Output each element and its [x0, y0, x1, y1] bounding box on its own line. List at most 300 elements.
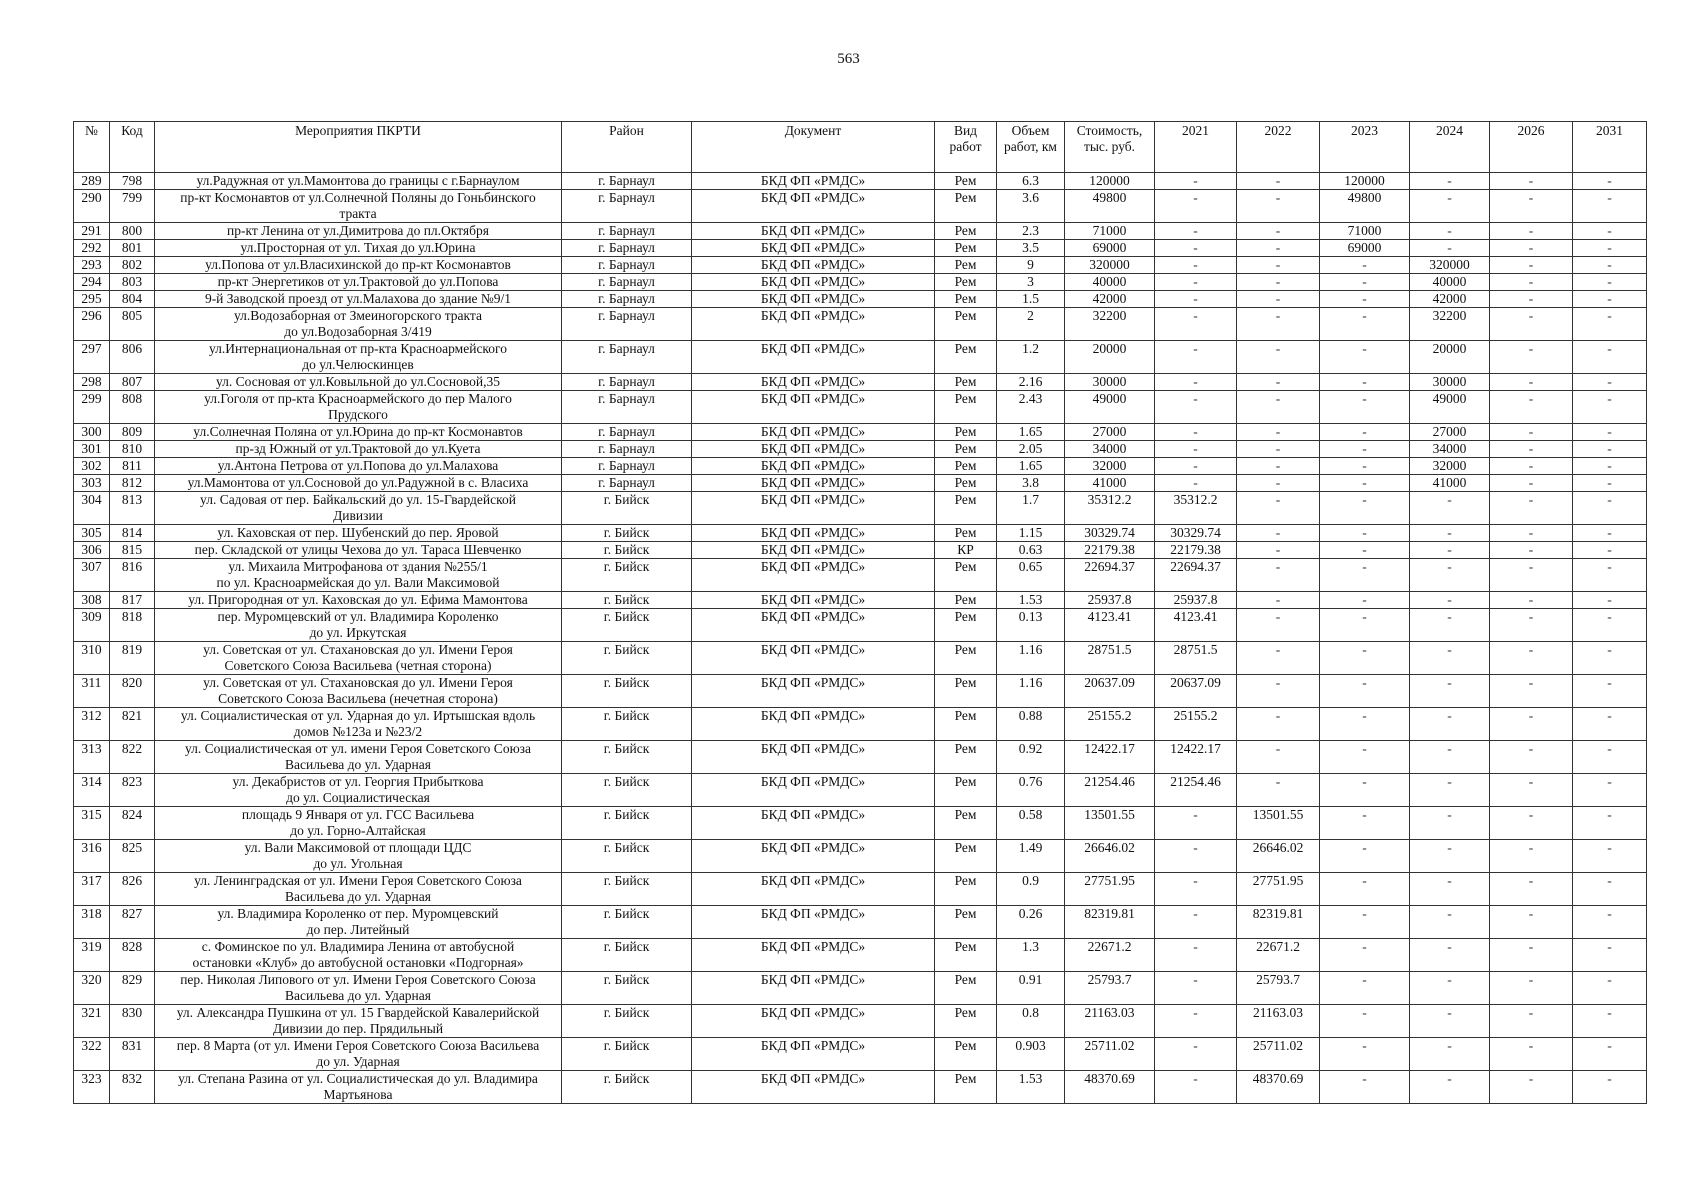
- cell-volume: 1.2: [997, 341, 1065, 374]
- cell-2031: -: [1573, 391, 1647, 424]
- cell-2022: -: [1237, 475, 1320, 492]
- table-row: [74, 173, 1647, 190]
- cell-2026: -: [1490, 873, 1573, 906]
- cell-work-type: Рем: [935, 939, 997, 972]
- cell-2023: -: [1320, 609, 1410, 642]
- cell-document: БКД ФП «РМДС»: [692, 374, 935, 391]
- cell-2031: -: [1573, 972, 1647, 1005]
- cell-code: 799: [110, 190, 155, 223]
- cell-document: БКД ФП «РМДС»: [692, 972, 935, 1005]
- cell-volume: 1.65: [997, 458, 1065, 475]
- cell-measure: пр-кт Ленина от ул.Димитрова до пл.Октября: [155, 223, 562, 240]
- cell-2031: -: [1573, 906, 1647, 939]
- col-header-cost: Стоимость, тыс. руб.: [1065, 122, 1155, 173]
- cell-2024: -: [1410, 240, 1490, 257]
- cell-2021: -: [1155, 374, 1237, 391]
- cell-2022: -: [1237, 173, 1320, 190]
- cell-work-type: Рем: [935, 274, 997, 291]
- cell-number: 308: [74, 592, 110, 609]
- cell-2031: -: [1573, 374, 1647, 391]
- cell-document: БКД ФП «РМДС»: [692, 675, 935, 708]
- cell-2022: 26646.02: [1237, 840, 1320, 873]
- cell-2024: 49000: [1410, 391, 1490, 424]
- cell-2022: 21163.03: [1237, 1005, 1320, 1038]
- cell-2021: -: [1155, 458, 1237, 475]
- cell-2023: 120000: [1320, 173, 1410, 190]
- cell-document: БКД ФП «РМДС»: [692, 291, 935, 308]
- cell-measure: пер. Складской от улицы Чехова до ул. Тараса Шевченко: [155, 542, 562, 559]
- cell-measure: ул.Солнечная Поляна от ул.Юрина до пр-кт Космонавтов: [155, 424, 562, 441]
- cell-measure: ул. Степана Разина от ул. Социалистическая до ул. Владимира Мартьянова: [155, 1071, 562, 1104]
- cell-district: г. Бийск: [562, 542, 692, 559]
- cell-document: БКД ФП «РМДС»: [692, 642, 935, 675]
- cell-2031: -: [1573, 708, 1647, 741]
- cell-2021: 22179.38: [1155, 542, 1237, 559]
- cell-number: 320: [74, 972, 110, 1005]
- cell-code: 828: [110, 939, 155, 972]
- cell-code: 808: [110, 391, 155, 424]
- cell-document: БКД ФП «РМДС»: [692, 458, 935, 475]
- cell-2022: -: [1237, 374, 1320, 391]
- cell-work-type: Рем: [935, 906, 997, 939]
- cell-measure: ул. Каховская от пер. Шубенский до пер. Яровой: [155, 525, 562, 542]
- cell-2023: 71000: [1320, 223, 1410, 240]
- cell-2023: -: [1320, 525, 1410, 542]
- cell-number: 319: [74, 939, 110, 972]
- cell-work-type: Рем: [935, 525, 997, 542]
- cell-number: 306: [74, 542, 110, 559]
- cell-district: г. Бийск: [562, 807, 692, 840]
- cell-2023: -: [1320, 542, 1410, 559]
- cell-2021: -: [1155, 223, 1237, 240]
- cell-2022: -: [1237, 642, 1320, 675]
- cell-volume: 1.15: [997, 525, 1065, 542]
- cell-code: 818: [110, 609, 155, 642]
- cell-code: 831: [110, 1038, 155, 1071]
- cell-cost: 41000: [1065, 475, 1155, 492]
- cell-2031: -: [1573, 939, 1647, 972]
- cell-2021: -: [1155, 1071, 1237, 1104]
- cell-code: 806: [110, 341, 155, 374]
- col-header-2024: 2024: [1410, 122, 1490, 173]
- cell-2023: -: [1320, 441, 1410, 458]
- col-header-district: Район: [562, 122, 692, 173]
- cell-volume: 2.05: [997, 441, 1065, 458]
- cell-volume: 9: [997, 257, 1065, 274]
- cell-2026: -: [1490, 1005, 1573, 1038]
- cell-number: 307: [74, 559, 110, 592]
- cell-cost: 21163.03: [1065, 1005, 1155, 1038]
- cell-measure: ул. Садовая от пер. Байкальский до ул. 15-Гвардейской Дивизии: [155, 492, 562, 525]
- table-row: [74, 257, 1647, 274]
- cell-2026: -: [1490, 274, 1573, 291]
- cell-2021: -: [1155, 873, 1237, 906]
- cell-volume: 0.76: [997, 774, 1065, 807]
- cell-document: БКД ФП «РМДС»: [692, 274, 935, 291]
- cell-2023: -: [1320, 873, 1410, 906]
- cell-document: БКД ФП «РМДС»: [692, 542, 935, 559]
- cell-cost: 49800: [1065, 190, 1155, 223]
- cell-cost: 26646.02: [1065, 840, 1155, 873]
- cell-measure: ул.Антона Петрова от ул.Попова до ул.Малахова: [155, 458, 562, 475]
- cell-document: БКД ФП «РМДС»: [692, 240, 935, 257]
- cell-code: 814: [110, 525, 155, 542]
- cell-2031: -: [1573, 475, 1647, 492]
- cell-measure: ул.Попова от ул.Власихинской до пр-кт Космонавтов: [155, 257, 562, 274]
- cell-measure: ул. Владимира Короленко от пер. Муромцевский до пер. Литейный: [155, 906, 562, 939]
- cell-2021: -: [1155, 807, 1237, 840]
- cell-code: 821: [110, 708, 155, 741]
- cell-2024: -: [1410, 609, 1490, 642]
- cell-number: 300: [74, 424, 110, 441]
- cell-work-type: КР: [935, 542, 997, 559]
- cell-volume: 1.53: [997, 1071, 1065, 1104]
- cell-2022: 25711.02: [1237, 1038, 1320, 1071]
- cell-2031: -: [1573, 257, 1647, 274]
- cell-2021: -: [1155, 190, 1237, 223]
- cell-2024: -: [1410, 906, 1490, 939]
- cell-2021: -: [1155, 173, 1237, 190]
- cell-number: 293: [74, 257, 110, 274]
- cell-measure: ул. Михаила Митрофанова от здания №255/1 по ул. Красноармейская до ул. Вали Максимовой: [155, 559, 562, 592]
- cell-volume: 2.16: [997, 374, 1065, 391]
- cell-2022: -: [1237, 341, 1320, 374]
- cell-document: БКД ФП «РМДС»: [692, 441, 935, 458]
- cell-document: БКД ФП «РМДС»: [692, 906, 935, 939]
- cell-district: г. Бийск: [562, 741, 692, 774]
- table-row: [74, 492, 1647, 525]
- cell-2024: -: [1410, 592, 1490, 609]
- cell-work-type: Рем: [935, 424, 997, 441]
- cell-cost: 22671.2: [1065, 939, 1155, 972]
- cell-district: г. Барнаул: [562, 475, 692, 492]
- cell-2022: -: [1237, 542, 1320, 559]
- cell-cost: 48370.69: [1065, 1071, 1155, 1104]
- cell-number: 302: [74, 458, 110, 475]
- cell-measure: 9-й Заводской проезд от ул.Малахова до здание №9/1: [155, 291, 562, 308]
- cell-2026: -: [1490, 308, 1573, 341]
- cell-cost: 25155.2: [1065, 708, 1155, 741]
- cell-district: г. Бийск: [562, 492, 692, 525]
- cell-work-type: Рем: [935, 291, 997, 308]
- cell-cost: 120000: [1065, 173, 1155, 190]
- cell-document: БКД ФП «РМДС»: [692, 190, 935, 223]
- cell-document: БКД ФП «РМДС»: [692, 939, 935, 972]
- cell-cost: 71000: [1065, 223, 1155, 240]
- col-header-2022: 2022: [1237, 122, 1320, 173]
- cell-2031: -: [1573, 492, 1647, 525]
- cell-2022: -: [1237, 592, 1320, 609]
- cell-document: БКД ФП «РМДС»: [692, 424, 935, 441]
- cell-measure: ул.Гоголя от пр-кта Красноармейского до пер Малого Прудского: [155, 391, 562, 424]
- cell-number: 310: [74, 642, 110, 675]
- cell-2026: -: [1490, 741, 1573, 774]
- cell-2026: -: [1490, 223, 1573, 240]
- cell-2023: -: [1320, 906, 1410, 939]
- cell-2023: -: [1320, 1038, 1410, 1071]
- cell-2031: -: [1573, 190, 1647, 223]
- cell-2021: -: [1155, 939, 1237, 972]
- cell-2023: -: [1320, 458, 1410, 475]
- cell-2022: -: [1237, 741, 1320, 774]
- cell-2021: 22694.37: [1155, 559, 1237, 592]
- cell-2026: -: [1490, 559, 1573, 592]
- cell-2022: -: [1237, 441, 1320, 458]
- table-row: [74, 807, 1647, 840]
- cell-2023: -: [1320, 708, 1410, 741]
- cell-2021: -: [1155, 308, 1237, 341]
- cell-2023: -: [1320, 741, 1410, 774]
- cell-2021: -: [1155, 475, 1237, 492]
- cell-district: г. Бийск: [562, 1038, 692, 1071]
- table-row: [74, 458, 1647, 475]
- cell-code: 801: [110, 240, 155, 257]
- cell-2031: -: [1573, 774, 1647, 807]
- cell-measure: ул.Радужная от ул.Мамонтова до границы с г.Барнаулом: [155, 173, 562, 190]
- cell-district: г. Бийск: [562, 939, 692, 972]
- cell-2026: -: [1490, 840, 1573, 873]
- cell-cost: 32200: [1065, 308, 1155, 341]
- cell-2031: -: [1573, 1071, 1647, 1104]
- cell-2026: -: [1490, 190, 1573, 223]
- cell-number: 321: [74, 1005, 110, 1038]
- cell-2024: -: [1410, 1071, 1490, 1104]
- cell-measure: ул. Александра Пушкина от ул. 15 Гвардейской Кавалерийской Дивизии до пер. Прядильный: [155, 1005, 562, 1038]
- cell-2024: -: [1410, 492, 1490, 525]
- col-header-2031: 2031: [1573, 122, 1647, 173]
- cell-2031: -: [1573, 424, 1647, 441]
- cell-volume: 1.16: [997, 675, 1065, 708]
- cell-volume: 6.3: [997, 173, 1065, 190]
- cell-work-type: Рем: [935, 1071, 997, 1104]
- cell-code: 819: [110, 642, 155, 675]
- table-row: [74, 291, 1647, 308]
- cell-number: 303: [74, 475, 110, 492]
- cell-district: г. Барнаул: [562, 274, 692, 291]
- cell-2022: -: [1237, 274, 1320, 291]
- cell-work-type: Рем: [935, 458, 997, 475]
- cell-cost: 40000: [1065, 274, 1155, 291]
- cell-2031: -: [1573, 741, 1647, 774]
- cell-cost: 12422.17: [1065, 741, 1155, 774]
- cell-work-type: Рем: [935, 873, 997, 906]
- cell-measure: ул.Интернациональная от пр-кта Красноармейского до ул.Челюскинцев: [155, 341, 562, 374]
- cell-2024: 40000: [1410, 274, 1490, 291]
- cell-2022: -: [1237, 525, 1320, 542]
- cell-2024: -: [1410, 1005, 1490, 1038]
- cell-number: 295: [74, 291, 110, 308]
- cell-number: 291: [74, 223, 110, 240]
- cell-2024: -: [1410, 840, 1490, 873]
- cell-2024: 320000: [1410, 257, 1490, 274]
- cell-measure: ул. Советская от ул. Стахановская до ул. Имени Героя Советского Союза Васильева (нечетная сторона): [155, 675, 562, 708]
- cell-code: 800: [110, 223, 155, 240]
- cell-volume: 0.58: [997, 807, 1065, 840]
- cell-2022: -: [1237, 424, 1320, 441]
- cell-cost: 82319.81: [1065, 906, 1155, 939]
- cell-volume: 1.7: [997, 492, 1065, 525]
- cell-2021: -: [1155, 441, 1237, 458]
- cell-2024: 30000: [1410, 374, 1490, 391]
- cell-2022: -: [1237, 708, 1320, 741]
- cell-volume: 1.16: [997, 642, 1065, 675]
- cell-cost: 49000: [1065, 391, 1155, 424]
- cell-2026: -: [1490, 458, 1573, 475]
- cell-2026: -: [1490, 642, 1573, 675]
- cell-2024: -: [1410, 774, 1490, 807]
- cell-2023: -: [1320, 391, 1410, 424]
- cell-2021: -: [1155, 391, 1237, 424]
- table-row: [74, 1038, 1647, 1071]
- cell-number: 304: [74, 492, 110, 525]
- cell-2031: -: [1573, 525, 1647, 542]
- cell-measure: пер. Николая Липового от ул. Имени Героя Советского Союза Васильева до ул. Ударная: [155, 972, 562, 1005]
- cell-2023: -: [1320, 1005, 1410, 1038]
- cell-cost: 21254.46: [1065, 774, 1155, 807]
- cell-2021: 30329.74: [1155, 525, 1237, 542]
- cell-2022: 48370.69: [1237, 1071, 1320, 1104]
- cell-2024: -: [1410, 708, 1490, 741]
- cell-2022: 13501.55: [1237, 807, 1320, 840]
- cell-number: 299: [74, 391, 110, 424]
- cell-2022: -: [1237, 308, 1320, 341]
- cell-volume: 0.88: [997, 708, 1065, 741]
- cell-2024: -: [1410, 972, 1490, 1005]
- cell-code: 829: [110, 972, 155, 1005]
- cell-2031: -: [1573, 642, 1647, 675]
- cell-cost: 27751.95: [1065, 873, 1155, 906]
- cell-document: БКД ФП «РМДС»: [692, 492, 935, 525]
- cell-document: БКД ФП «РМДС»: [692, 807, 935, 840]
- projects-table: [73, 121, 1647, 1104]
- cell-2026: -: [1490, 774, 1573, 807]
- cell-2022: -: [1237, 190, 1320, 223]
- cell-code: 824: [110, 807, 155, 840]
- table-row: [74, 972, 1647, 1005]
- table-row: [74, 741, 1647, 774]
- cell-2031: -: [1573, 458, 1647, 475]
- cell-measure: ул. Советская от ул. Стахановская до ул. Имени Героя Советского Союза Васильева (четная сторона): [155, 642, 562, 675]
- cell-code: 826: [110, 873, 155, 906]
- cell-2026: -: [1490, 542, 1573, 559]
- cell-2023: -: [1320, 675, 1410, 708]
- cell-document: БКД ФП «РМДС»: [692, 1071, 935, 1104]
- cell-work-type: Рем: [935, 807, 997, 840]
- cell-district: г. Барнаул: [562, 458, 692, 475]
- cell-2022: -: [1237, 559, 1320, 592]
- cell-2031: -: [1573, 173, 1647, 190]
- cell-2022: -: [1237, 492, 1320, 525]
- table-row: [74, 341, 1647, 374]
- cell-2031: -: [1573, 240, 1647, 257]
- table-row: [74, 609, 1647, 642]
- cell-2022: 27751.95: [1237, 873, 1320, 906]
- cell-cost: 25793.7: [1065, 972, 1155, 1005]
- cell-cost: 20000: [1065, 341, 1155, 374]
- cell-cost: 35312.2: [1065, 492, 1155, 525]
- cell-code: 815: [110, 542, 155, 559]
- cell-volume: 0.13: [997, 609, 1065, 642]
- table-row: [74, 559, 1647, 592]
- cell-measure: пр-кт Энергетиков от ул.Трактовой до ул.Попова: [155, 274, 562, 291]
- cell-2024: -: [1410, 223, 1490, 240]
- cell-volume: 2: [997, 308, 1065, 341]
- table-row: [74, 391, 1647, 424]
- cell-measure: ул. Ленинградская от ул. Имени Героя Советского Союза Васильева до ул. Ударная: [155, 873, 562, 906]
- cell-document: БКД ФП «РМДС»: [692, 873, 935, 906]
- cell-volume: 3.8: [997, 475, 1065, 492]
- cell-2021: 20637.09: [1155, 675, 1237, 708]
- cell-2021: 28751.5: [1155, 642, 1237, 675]
- cell-2026: -: [1490, 475, 1573, 492]
- cell-code: 807: [110, 374, 155, 391]
- cell-document: БКД ФП «РМДС»: [692, 475, 935, 492]
- col-header-2023: 2023: [1320, 122, 1410, 173]
- cell-2022: -: [1237, 391, 1320, 424]
- cell-2022: -: [1237, 223, 1320, 240]
- cell-district: г. Барнаул: [562, 291, 692, 308]
- cell-2023: -: [1320, 341, 1410, 374]
- cell-document: БКД ФП «РМДС»: [692, 609, 935, 642]
- cell-district: г. Бийск: [562, 708, 692, 741]
- cell-code: 811: [110, 458, 155, 475]
- cell-2023: -: [1320, 492, 1410, 525]
- cell-2023: -: [1320, 274, 1410, 291]
- cell-volume: 0.9: [997, 873, 1065, 906]
- cell-2031: -: [1573, 609, 1647, 642]
- cell-2031: -: [1573, 559, 1647, 592]
- cell-code: 802: [110, 257, 155, 274]
- cell-number: 309: [74, 609, 110, 642]
- cell-district: г. Бийск: [562, 609, 692, 642]
- cell-number: 292: [74, 240, 110, 257]
- cell-2022: 82319.81: [1237, 906, 1320, 939]
- cell-2026: -: [1490, 972, 1573, 1005]
- cell-district: г. Барнаул: [562, 173, 692, 190]
- cell-district: г. Бийск: [562, 642, 692, 675]
- cell-work-type: Рем: [935, 972, 997, 1005]
- cell-2026: -: [1490, 173, 1573, 190]
- cell-2031: -: [1573, 308, 1647, 341]
- cell-2026: -: [1490, 441, 1573, 458]
- cell-district: г. Барнаул: [562, 424, 692, 441]
- cell-2026: -: [1490, 341, 1573, 374]
- cell-district: г. Бийск: [562, 592, 692, 609]
- cell-document: БКД ФП «РМДС»: [692, 525, 935, 542]
- cell-number: 314: [74, 774, 110, 807]
- cell-2026: -: [1490, 1071, 1573, 1104]
- cell-2031: -: [1573, 542, 1647, 559]
- table-row: [74, 190, 1647, 223]
- cell-code: 803: [110, 274, 155, 291]
- cell-district: г. Бийск: [562, 1005, 692, 1038]
- cell-2024: -: [1410, 675, 1490, 708]
- cell-work-type: Рем: [935, 441, 997, 458]
- cell-2021: 12422.17: [1155, 741, 1237, 774]
- cell-2024: -: [1410, 873, 1490, 906]
- col-header-work-type: Вид работ: [935, 122, 997, 173]
- cell-2023: -: [1320, 939, 1410, 972]
- cell-volume: 0.92: [997, 741, 1065, 774]
- cell-number: 315: [74, 807, 110, 840]
- cell-work-type: Рем: [935, 840, 997, 873]
- cell-measure: ул.Мамонтова от ул.Сосновой до ул.Радужной в с. Власиха: [155, 475, 562, 492]
- cell-2021: 25155.2: [1155, 708, 1237, 741]
- cell-2026: -: [1490, 939, 1573, 972]
- cell-2023: -: [1320, 840, 1410, 873]
- cell-2022: -: [1237, 458, 1320, 475]
- cell-work-type: Рем: [935, 1005, 997, 1038]
